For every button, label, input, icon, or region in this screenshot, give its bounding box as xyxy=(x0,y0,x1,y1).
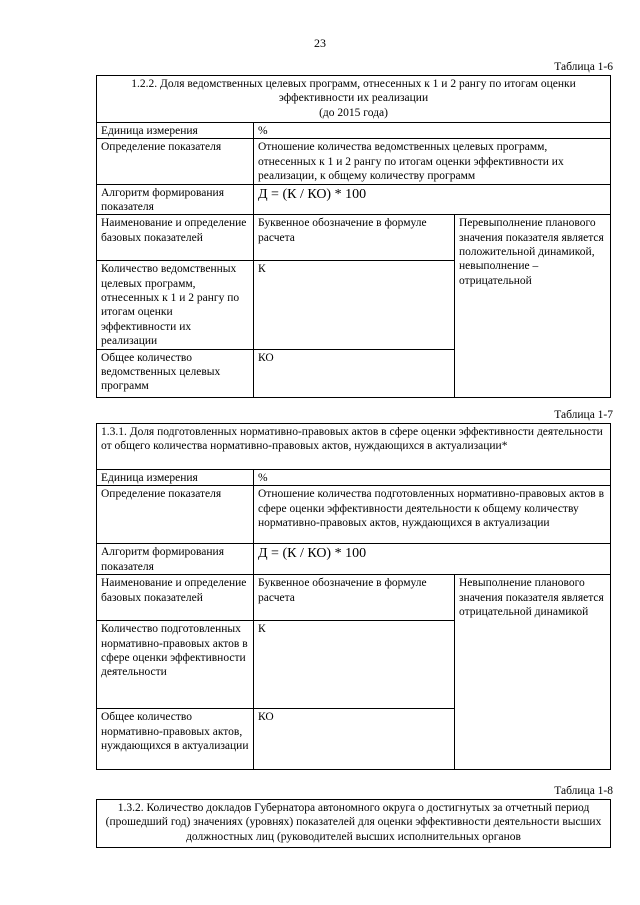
base-indicator-name: Общее количество нормативно-правовых актов, нуждающихся в актуализации xyxy=(97,709,254,770)
dynamics-note: Невыполнение планового значения показателя является отрицательной динамикой xyxy=(455,575,611,770)
unit-value: % xyxy=(254,470,611,486)
definition-value: Отношение количества подготовленных нормативно-правовых актов в сфере оценки эффективности деятельности к общему количеству нормативно-правовых актов, нуждающихся в актуализации xyxy=(254,486,611,544)
formula: Д = (К / КО) * 100 xyxy=(254,544,611,575)
column-header-symbol: Буквенное обозначение в формуле расчета xyxy=(254,575,455,621)
column-header-name: Наименование и определение базовых показателей xyxy=(97,215,254,261)
base-indicator-symbol: К xyxy=(254,261,455,349)
base-indicator-name: Количество подготовленных нормативно-правовых актов в сфере оценки эффективности деятельности xyxy=(97,621,254,709)
formula: Д = (К / КО) * 100 xyxy=(254,184,611,215)
base-indicator-name: Количество ведомственных целевых программ, отнесенных к 1 и 2 рангу по итогам оценки эффективности их реализации xyxy=(97,261,254,349)
base-indicator-symbol: КО xyxy=(254,709,455,770)
table-header: 1.2.2. Доля ведомственных целевых программ, отнесенных к 1 и 2 рангу по итогам оценки эффективности их реализации (до 2015 года) xyxy=(97,76,611,123)
algorithm-label: Алгоритм формирования показателя xyxy=(97,184,254,215)
table-header: 1.3.1. Доля подготовленных нормативно-правовых актов в сфере оценки эффективности деятельности от общего количества нормативно-правовых актов, нуждающихся в актуализации* xyxy=(97,424,611,470)
indicator-table xyxy=(96,75,611,398)
page-number: 23 xyxy=(314,36,326,50)
table-header: 1.3.2. Количество докладов Губернатора автономного округа о достигнутых за отчетный период (прошедший год) значениях (уровнях) показателей для оценки эффективности деятельности высших должностных лиц (руководителей высших исполнительных органов xyxy=(97,800,611,848)
indicator-table xyxy=(96,799,611,848)
base-indicator-symbol: К xyxy=(254,621,455,709)
table-caption: Таблица 1-6 xyxy=(554,61,613,73)
unit-label: Единица измерения xyxy=(97,123,254,139)
definition-label: Определение показателя xyxy=(97,486,254,544)
definition-label: Определение показателя xyxy=(97,139,254,184)
column-header-symbol: Буквенное обозначение в формуле расчета xyxy=(254,215,455,261)
dynamics-note: Перевыполнение планового значения показателя является положительной динамикой, невыполнение – отрицательной xyxy=(455,215,611,397)
definition-value: Отношение количества ведомственных целевых программ, отнесенных к 1 и 2 рангу по итогам оценки эффективности их реализации, к общему количеству программ xyxy=(254,139,611,184)
indicator-table xyxy=(96,423,611,770)
base-indicator-symbol: КО xyxy=(254,349,455,397)
table-caption: Таблица 1-7 xyxy=(554,409,613,421)
unit-label: Единица измерения xyxy=(97,470,254,486)
base-indicator-name: Общее количество ведомственных целевых программ xyxy=(97,349,254,397)
unit-value: % xyxy=(254,123,611,139)
column-header-name: Наименование и определение базовых показателей xyxy=(97,575,254,621)
algorithm-label: Алгоритм формирования показателя xyxy=(97,544,254,575)
table-caption: Таблица 1-8 xyxy=(554,785,613,797)
